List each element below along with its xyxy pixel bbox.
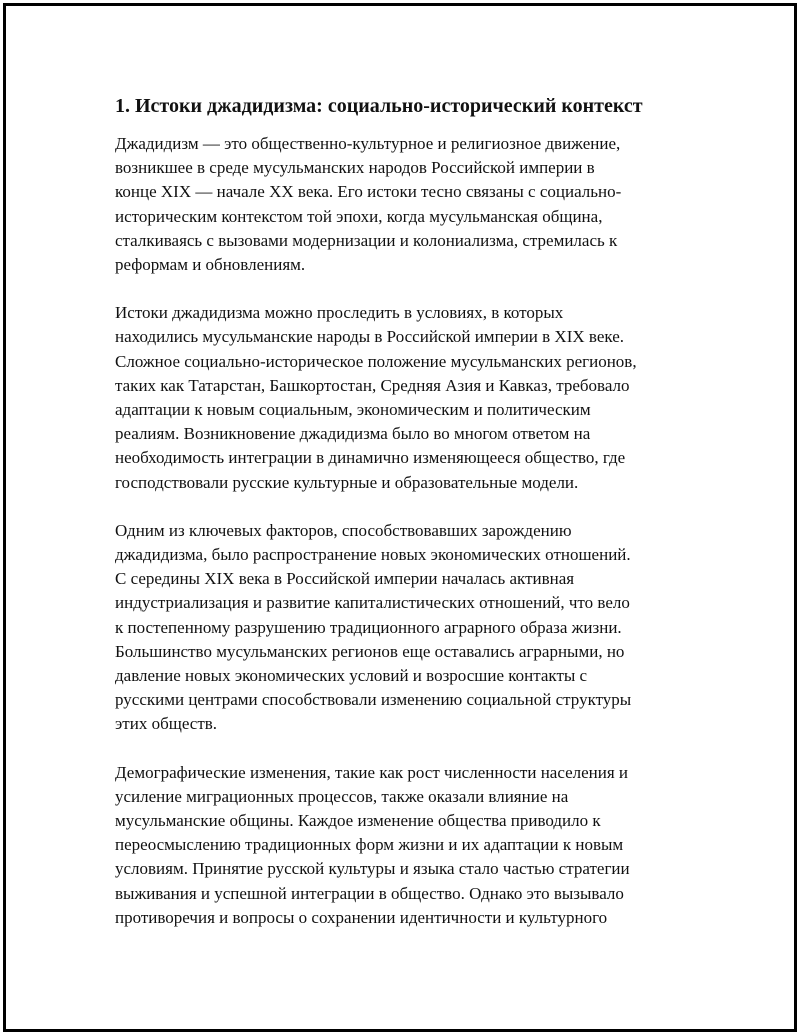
- paragraph-line: возникшее в среде мусульманских народов Российской империи в: [115, 158, 595, 178]
- paragraph-line: господствовали русские культурные и образовательные модели.: [115, 472, 579, 492]
- paragraph-line: находились мусульманские народы в Российской империи в XIX веке.: [115, 327, 625, 347]
- paragraph-line: реформам и обновлениям.: [115, 255, 306, 275]
- paragraph-line: переосмыслению традиционных форм жизни и их адаптации к новым: [115, 835, 624, 855]
- document-body: [115, 93, 695, 954]
- paragraph-line: противоречия и вопросы о сохранении идентичности и культурного: [115, 907, 608, 927]
- paragraph-line: конце XIX — начале XX века. Его истоки тесно связаны с социально-: [115, 182, 622, 202]
- paragraph-line: историческим контекстом той эпохи, когда мусульманская община,: [115, 206, 603, 226]
- paragraph-line: условиям. Принятие русской культуры и языка стало частью стратегии: [115, 859, 630, 879]
- paragraph-line: Сложное социально-историческое положение мусульманских регионов,: [115, 351, 637, 371]
- paragraph-line: усиление миграционных процессов, также оказали влияние на: [115, 786, 569, 806]
- paragraph-line: Истоки джадидизма можно проследить в условиях, в которых: [115, 303, 564, 323]
- section-heading: 1. Истоки джадидизма: социально-исторический контекст: [115, 95, 643, 117]
- paragraph-line: этих обществ.: [115, 714, 218, 734]
- paragraph-line: мусульманские общины. Каждое изменение общества приводило к: [115, 811, 601, 831]
- paragraph-line: Большинство мусульманских регионов еще оставались аграрными, но: [115, 641, 625, 661]
- paragraph-line: индустриализация и развитие капиталистических отношений, что вело: [115, 593, 630, 613]
- paragraph-line: С середины XIX века в Российской империи началась активная: [115, 569, 575, 589]
- paragraph-line: давление новых экономических условий и возросшие контакты с: [115, 666, 588, 686]
- paragraph: [115, 519, 695, 737]
- paragraph-line: таких как Татарстан, Башкортостан, Средняя Азия и Кавказ, требовало: [115, 375, 630, 395]
- paragraph-line: адаптации к новым социальным, экономическим и политическим: [115, 400, 591, 420]
- paragraph-line: Одним из ключевых факторов, способствовавших зарождению: [115, 520, 572, 540]
- paragraph: [115, 761, 695, 930]
- paragraph-line: необходимость интеграции в динамично изменяющееся общество, где: [115, 448, 626, 468]
- paragraph-line: сталкиваясь с вызовами модернизации и колониализма, стремилась к: [115, 230, 618, 250]
- paragraph-line: Джадидизм — это общественно-культурное и религиозное движение,: [115, 134, 621, 153]
- paragraph-list: [115, 132, 695, 930]
- paragraph: [115, 301, 695, 495]
- paragraph-line: Демографические изменения, такие как рост численности населения и: [115, 762, 629, 782]
- paragraph-line: к постепенному разрушению традиционного аграрного образа жизни.: [115, 617, 622, 637]
- paragraph-line: реалиям. Возникновение джадидизма было во многом ответом на: [115, 424, 591, 444]
- paragraph-line: джадидизма, было распространение новых экономических отношений.: [115, 545, 631, 565]
- paragraph-line: русскими центрами способствовали изменению социальной структуры: [115, 690, 632, 710]
- paragraph-line: выживания и успешной интеграции в общество. Однако это вызывало: [115, 883, 624, 903]
- paragraph: [115, 132, 695, 277]
